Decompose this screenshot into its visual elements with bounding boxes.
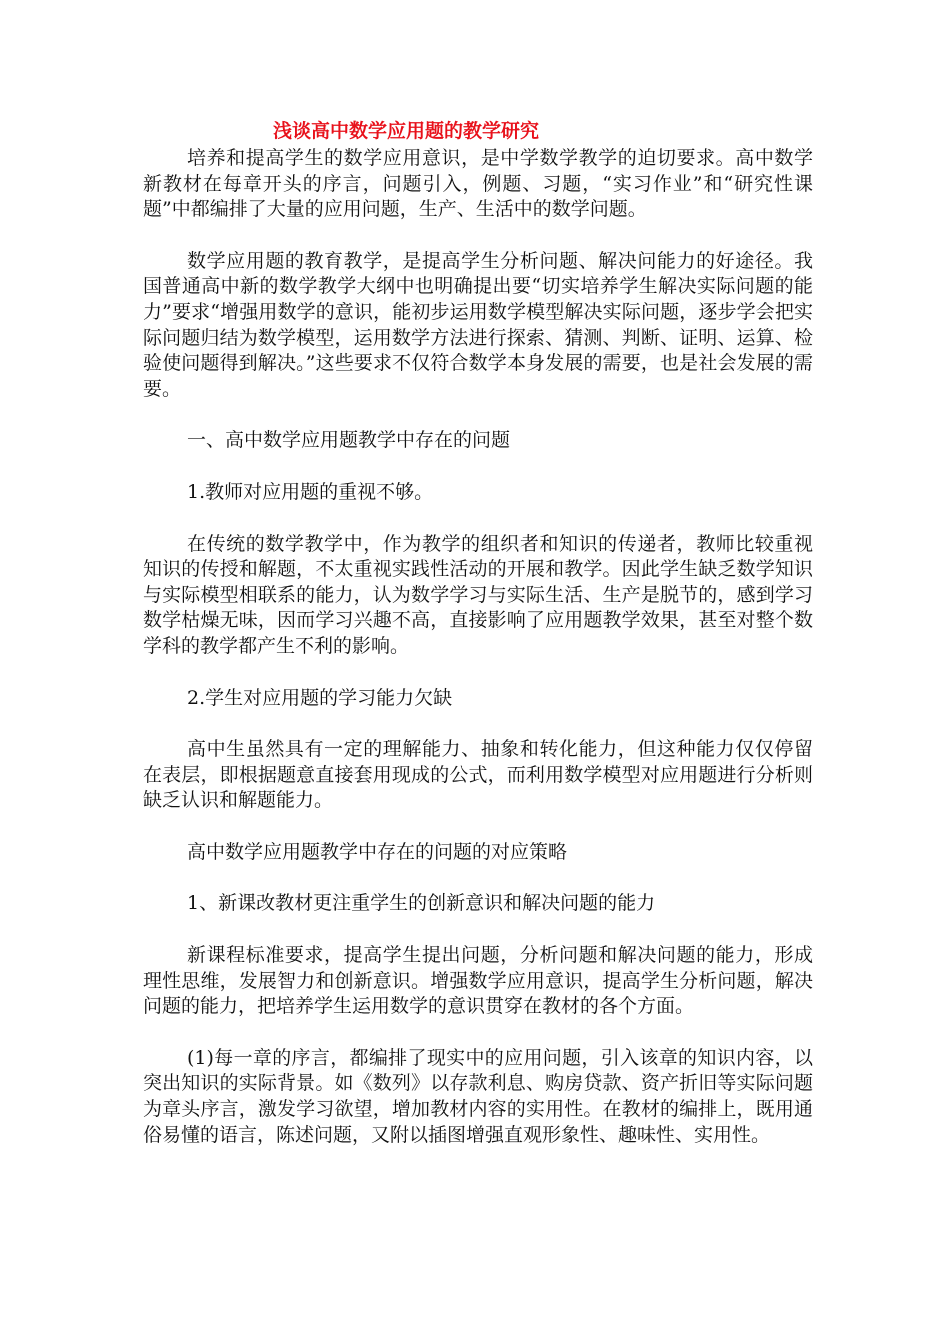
section-heading-strategies: 高中数学应用题教学中存在的问题的对应策略: [187, 840, 568, 863]
document-body: [143, 118, 813, 1148]
paragraph-chapter-preface: (1)每一章的序言，都编排了现实中的应用问题，引入该章的知识内容，以突出知识的实际背景。如《数列》以存款利息、购房贷款、资产折旧等实际问题为章头序言，激发学习欲望，增加教材内容的实用性。在教材的编排上，既用通俗易懂的语言，陈述问题，又附以插图增强直观形象性、趣味性、实用性。: [143, 1046, 813, 1146]
subheading-new-curriculum: 1、新课改教材更注重学生的创新意识和解决问题的能力: [187, 892, 656, 915]
paragraph-student-ability: 高中生虽然具有一定的理解能力、抽象和转化能力，但这种能力仅仅停留在表层，即根据题意直接套用现成的公式，而利用数学模型对应用题进行分析则缺乏认识和解题能力。: [143, 738, 813, 812]
paragraph-importance: 数学应用题的教育教学，是提高学生分析问题、解决问能力的好途径。我国普通高中新的数学教学大纲中也明确提出要“切实培养学生解决实际问题的能力”要求“增强用数学的意识，能初步运用数学模型解决实际问题，逐步学会把实际问题归结为数学模型，运用数学方法进行探索、猜测、判断、证明、运算、检验使问题得到解决。”这些要求不仅符合数学本身发展的需要，也是社会发展的需要。: [143, 249, 813, 400]
paragraph-curriculum-standard: 新课程标准要求，提高学生提出问题，分析问题和解决问题的能力，形成理性思维，发展智力和创新意识。增强数学应用意识，提高学生分析问题，解决问题的能力，把培养学生运用数学的意识贯穿在教材的各个方面。: [143, 944, 813, 1018]
subheading-teacher-neglect: 1.教师对应用题的重视不够。: [187, 480, 434, 503]
document-title: 浅谈高中数学应用题的教学研究: [273, 120, 540, 142]
paragraph-teacher-neglect: 在传统的数学教学中，作为教学的组织者和知识的传递者，教师比较重视知识的传授和解题，不太重视实践性活动的开展和教学。因此学生缺乏数学知识与实际模型相联系的能力，认为数学学习与实际生活、生产是脱节的，感到学习数学枯燥无味，因而学习兴趣不高，直接影响了应用题教学效果，甚至对整个数学科的教学都产生不利的影响。: [143, 532, 813, 657]
subheading-student-ability: 2.学生对应用题的学习能力欠缺: [187, 686, 453, 709]
paragraph-intro: 培养和提高学生的数学应用意识，是中学数学教学的迫切要求。高中数学新教材在每章开头的序言，问题引入，例题、习题，“实习作业”和“研究性课题”中都编排了大量的应用问题，生产、生活中的数学问题。: [143, 147, 813, 221]
section-heading-problems: 一、高中数学应用题教学中存在的问题: [187, 429, 511, 452]
